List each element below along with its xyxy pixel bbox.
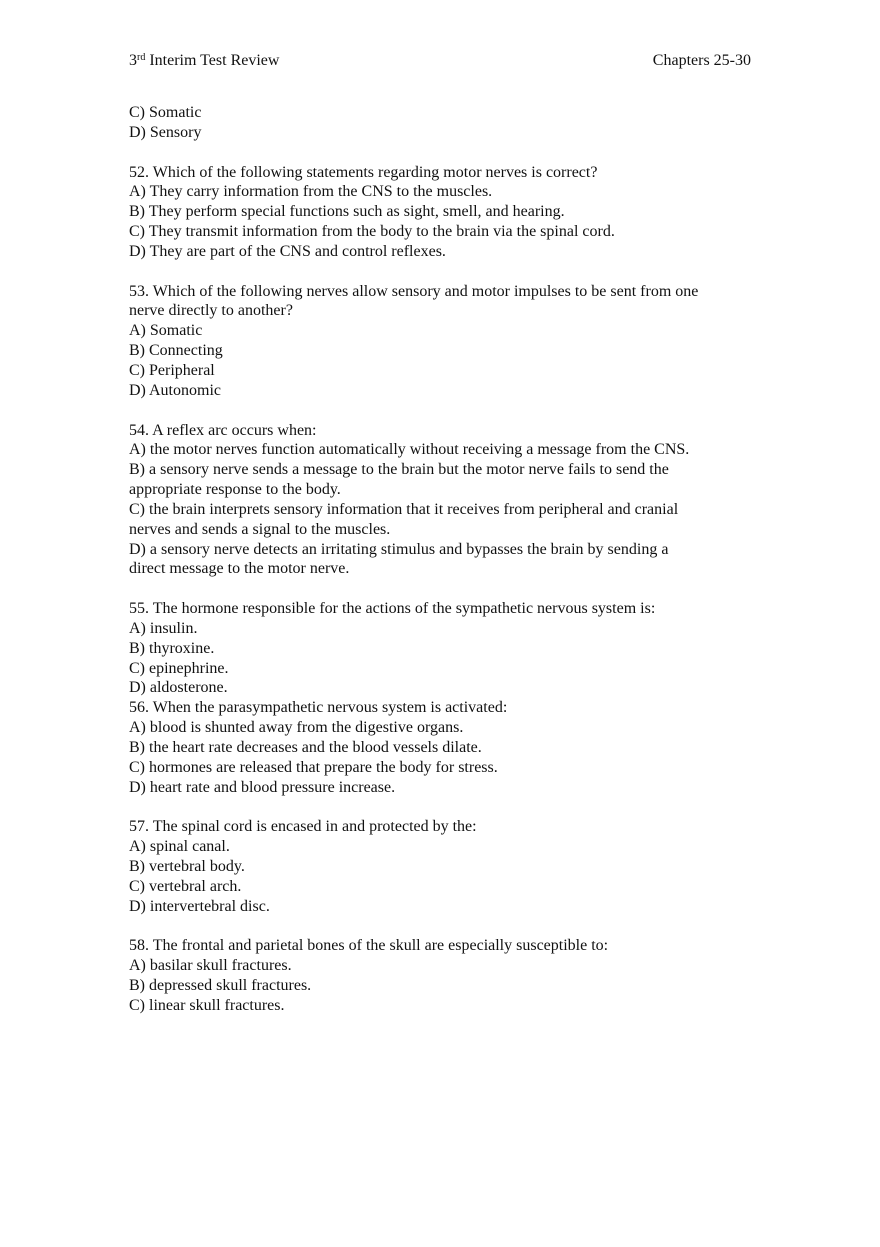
text-line: 56. When the parasympathetic nervous system is activated: [129, 699, 508, 717]
text-line: C) epinephrine. [129, 659, 229, 677]
text-line: C) linear skull fractures. [129, 996, 285, 1014]
block-spacer [129, 798, 751, 818]
header-chapters: Chapters 25-30 [652, 52, 751, 69]
question-block [129, 103, 751, 143]
text-line: C) Peripheral [129, 361, 215, 379]
text-line: D) They are part of the CNS and control reflexes. [129, 242, 446, 260]
text-line: A) the motor nerves function automatically without receiving a message from the CNS. [129, 441, 690, 459]
text-line: D) Sensory [129, 123, 202, 141]
block-spacer [129, 401, 751, 421]
text-line: B) the heart rate decreases and the blood vessels dilate. [129, 739, 482, 756]
text-line: C) Somatic [129, 104, 202, 121]
text-line: B) depressed skull fractures. [129, 977, 312, 995]
text-line: B) Connecting [129, 342, 223, 360]
question-block [129, 599, 751, 797]
block-spacer [129, 917, 751, 937]
question-block [129, 421, 751, 580]
text-line: A) spinal canal. [129, 838, 230, 856]
text-line: nerve directly to another? [129, 302, 293, 320]
question-list [129, 103, 751, 1016]
text-line: D) a sensory nerve detects an irritating stimulus and bypasses the brain by sending a [129, 540, 669, 558]
question-block [129, 163, 751, 262]
question-block [129, 282, 751, 401]
text-line: 53. Which of the following nerves allow sensory and motor impulses to be sent from one [129, 282, 699, 300]
text-line: C) the brain interprets sensory information that it receives from peripheral and cranial [129, 500, 679, 518]
block-spacer [129, 262, 751, 282]
text-line: B) thyroxine. [129, 639, 215, 657]
header-ordinal-number: 3 [129, 52, 137, 69]
text-line: A) blood is shunted away from the digestive organs. [129, 719, 464, 737]
text-line: A) basilar skull fractures. [129, 957, 292, 975]
header-title [129, 51, 279, 71]
text-line: C) They transmit information from the body to the brain via the spinal cord. [129, 223, 615, 241]
header-ordinal-suffix: rd [137, 52, 146, 63]
text-line: A) They carry information from the CNS to the muscles. [129, 183, 493, 201]
text-line: B) They perform special functions such as sight, smell, and hearing. [129, 203, 565, 221]
question-block [129, 817, 751, 916]
text-line: 52. Which of the following statements regarding motor nerves is correct? [129, 163, 598, 181]
text-line: 55. The hormone responsible for the actions of the sympathetic nervous system is: [129, 600, 656, 618]
text-line: D) heart rate and blood pressure increase. [129, 778, 396, 796]
text-line: appropriate response to the body. [129, 481, 341, 499]
block-spacer [129, 579, 751, 599]
text-line: D) intervertebral disc. [129, 897, 270, 915]
text-line: direct message to the motor nerve. [129, 560, 350, 578]
block-spacer [129, 143, 751, 163]
text-line: B) a sensory nerve sends a message to the brain but the motor nerve fails to send the [129, 461, 669, 479]
text-line: 54. A reflex arc occurs when: [129, 421, 317, 439]
text-line: 57. The spinal cord is encased in and protected by the: [129, 818, 477, 836]
text-line: C) hormones are released that prepare the body for stress. [129, 758, 498, 776]
text-line: A) insulin. [129, 619, 198, 637]
text-line: nerves and sends a signal to the muscles. [129, 520, 391, 538]
text-line: 58. The frontal and parietal bones of the skull are especially susceptible to: [129, 937, 609, 955]
text-line: A) Somatic [129, 322, 203, 340]
text-line: B) vertebral body. [129, 858, 245, 876]
text-line: C) vertebral arch. [129, 877, 242, 895]
question-block [129, 936, 751, 1015]
text-line: D) Autonomic [129, 381, 221, 399]
header-title-text: Interim Test Review [145, 52, 280, 69]
text-line: D) aldosterone. [129, 679, 228, 697]
